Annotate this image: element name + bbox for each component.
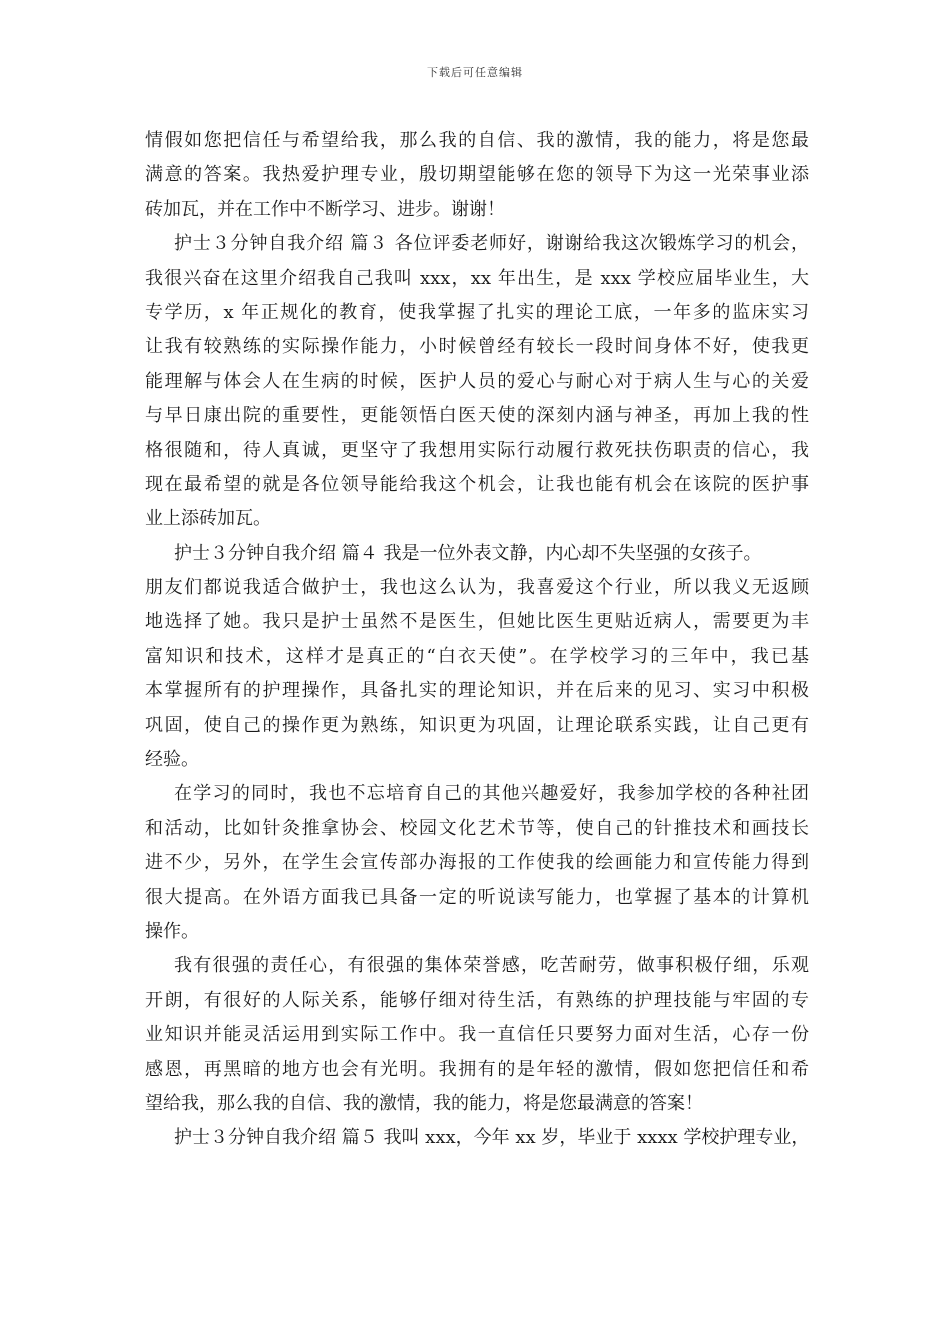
section-heading-line: 护士３分钟自我介绍 篇４ 我是一位外表文静，内心却不失坚强的女孩子。 (174, 542, 762, 564)
text-line: 业知识并能灵活运用到实际工作中。我一直信任只要努力面对生活，心存一份 (145, 1024, 809, 1046)
text-line: 能理解与体会人在生病的时候，医护人员的爱心与耐心对于病人生与心的关爱 (145, 370, 809, 392)
text-line: 朋友们都说我适合做护士，我也这么认为，我喜爱这个行业，所以我义无返顾 (145, 577, 809, 599)
text-line: 业上添砖加瓦。 (145, 508, 271, 530)
section-heading-line: 护士３分钟自我介绍 篇３ 各位评委老师好，谢谢给我这次锻炼学习的机会， (174, 233, 809, 255)
paragraph-start-line: 在学习的同时，我也不忘培育自己的其他兴趣爱好，我参加学校的各种社团 (174, 783, 809, 805)
text-line: 地选择了她。我只是护士虽然不是医生，但她比医生更贴近病人，需要更为丰 (145, 611, 809, 633)
text-line: 进不少，另外，在学生会宣传部办海报的工作使我的绘画能力和宣传能力得到 (145, 852, 809, 874)
text-line: 情假如您把信任与希望给我，那么我的自信、我的激情，我的能力，将是您最 (145, 130, 809, 151)
text-line: 望给我，那么我的自信、我的激情，我的能力，将是您最满意的答案！ (145, 1092, 703, 1114)
page-header: 下载后可任意编辑 (427, 66, 523, 79)
text-line: 操作。 (145, 920, 199, 942)
text-line: 格很随和，待人真诚，更坚守了我想用实际行动履行救死扶伤职责的信心，我 (145, 439, 809, 461)
text-line: 和活动，比如针灸推拿协会、校园文化艺术节等，使自己的针推技术和画技长 (145, 817, 809, 839)
text-line: 满意的答案。我热爱护理专业，殷切期望能够在您的领导下为这一光荣事业添 (145, 164, 809, 186)
paragraph-start-line: 我有很强的责任心，有很强的集体荣誉感，吃苦耐劳，做事积极仔细，乐观 (174, 955, 809, 977)
text-line: 本掌握所有的护理操作，具备扎实的理论知识，并在后来的见习、实习中积极 (145, 680, 809, 702)
text-line: 富知识和技术，这样才是真正的“白衣天使”。在学校学习的三年中，我已基 (145, 645, 809, 667)
text-line: 感恩，再黑暗的地方也会有光明。我拥有的是年轻的激情，假如您把信任和希 (145, 1058, 809, 1080)
text-line: 现在最希望的就是各位领导能给我这个机会，让我也能有机会在该院的医护事 (145, 473, 809, 495)
text-line: 经验。 (145, 749, 199, 771)
text-line: 巩固，使自己的操作更为熟练，知识更为巩固，让理论联系实践，让自己更有 (145, 714, 809, 736)
document-body (145, 124, 809, 1156)
text-line: 与早日康出院的重要性，更能领悟白医天使的深刻内涵与神圣，再加上我的性 (145, 405, 809, 427)
text-line: 专学历，x 年正规化的教育，使我掌握了扎实的理论工底，一年多的监床实习 (145, 301, 809, 323)
text-line: 开朗，有很好的人际关系，能够仔细对待生活，有熟练的护理技能与牢固的专 (145, 989, 809, 1011)
text-line: 砖加瓦，并在工作中不断学习、进步。谢谢！ (145, 198, 505, 220)
text-line: 让我有较熟练的实际操作能力，小时候曾经有较长一段时间身体不好，使我更 (145, 336, 809, 358)
section-heading-line: 护士３分钟自我介绍 篇５ 我叫 xxx，今年 xx 岁，毕业于 xxxx 学校护理专业， (174, 1127, 810, 1149)
text-line: 我很兴奋在这里介绍我自己我叫 xxx，xx 年出生，是 xxx 学校应届毕业生，大 (145, 267, 809, 289)
text-line: 很大提高。在外语方面我已具备一定的听说读写能力，也掌握了基本的计算机 (145, 886, 809, 908)
